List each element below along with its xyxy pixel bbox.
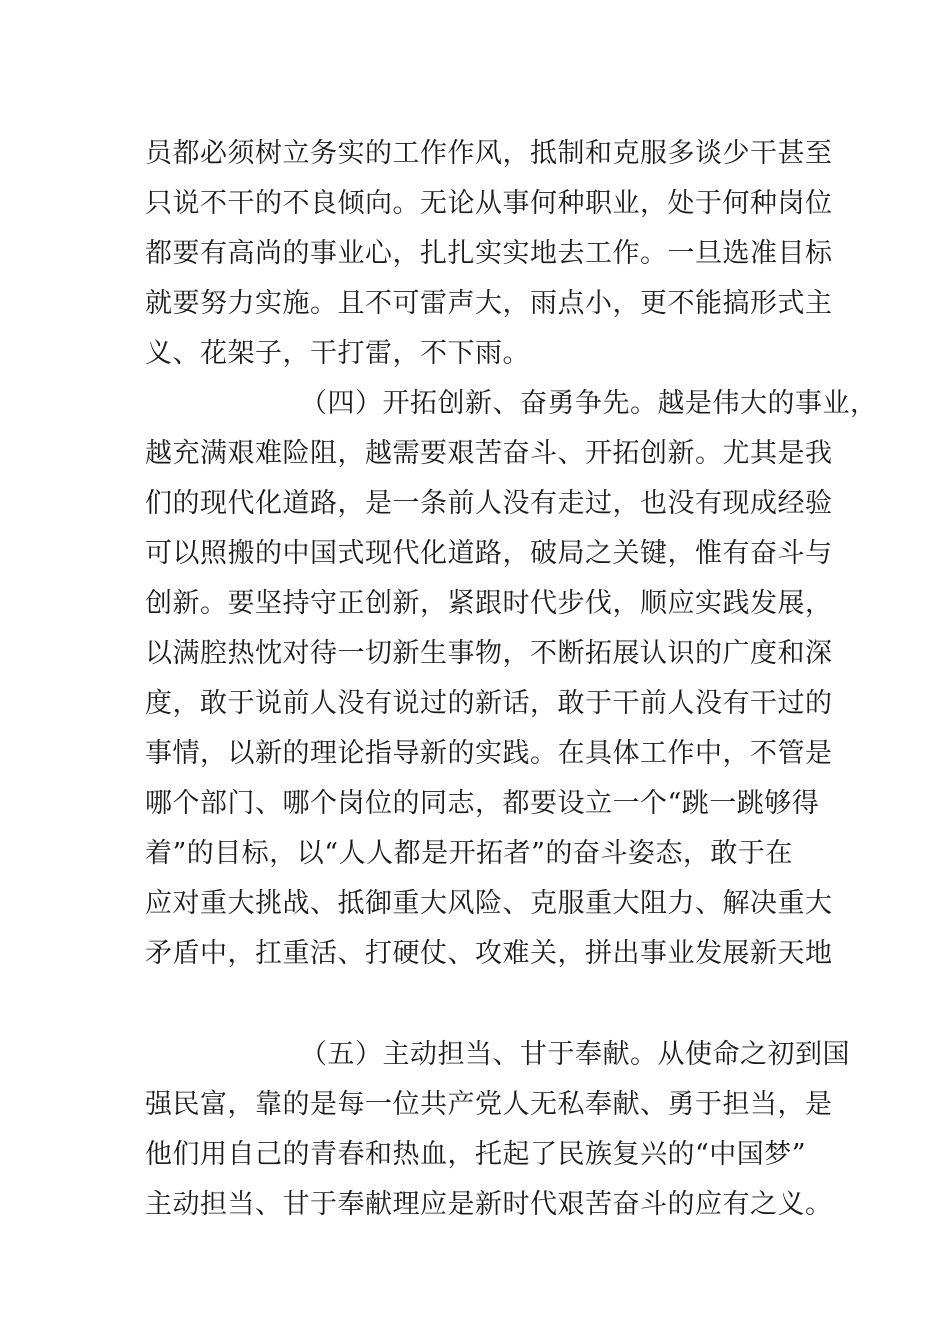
paragraph-line: 们的现代化道路，是一条前人没有走过，也没有现成经验 [145,488,833,519]
paragraph-line: 就要努力实施。且不可雷声大，雨点小，更不能搞形式主 [145,288,833,319]
paragraph-line: 越充满艰难险阻，越需要艰苦奋斗、开拓创新。尤其是我 [145,438,833,469]
paragraph-line: 强民富，靠的是每一位共产党人无私奉献、勇于担当，是 [145,1089,833,1120]
paragraph-line: 矛盾中，扛重活、打硬仗、攻难关，拼出事业发展新天地 [145,938,833,969]
paragraph-line: 只说不干的不良倾向。无论从事何种职业，处于何种岗位 [145,188,833,219]
paragraph-line: 义、花架子，干打雷，不下雨。 [145,338,530,369]
paragraph-line: 以满腔热忱对待一切新生事物，不断拓展认识的广度和深 [145,638,833,669]
paragraph-line: 主动担当、甘于奉献理应是新时代艰苦奋斗的应有之义。 [145,1189,833,1220]
paragraph-line: 度，敢于说前人没有说过的新话，敢于干前人没有干过的 [145,688,833,719]
paragraph-line: 都要有高尚的事业心，扎扎实实地去工作。一旦选准目标 [145,238,833,269]
section-heading-four: （四）开拓创新、奋勇争先。越是伟大的事业， [300,388,878,419]
paragraph-line: 可以照搬的中国式现代化道路，破局之关键，惟有奋斗与 [145,538,833,569]
paragraph-line: 他们用自己的青春和热血，托起了民族复兴的“中国梦” [145,1139,807,1170]
paragraph-line: 应对重大挑战、抵御重大风险、克服重大阻力、解决重大 [145,888,833,919]
paragraph-line: 员都必须树立务实的工作作风，抵制和克服多谈少干甚至 [145,138,833,169]
paragraph-line: 事情，以新的理论指导新的实践。在具体工作中，不管是 [145,738,833,769]
paragraph-line: 创新。要坚持守正创新，紧跟时代步伐，顺应实践发展， [145,588,833,619]
paragraph-line: 哪个部门、哪个岗位的同志，都要设立一个“跳一跳够得 [145,788,820,819]
section-heading-five: （五）主动担当、甘于奉献。从使命之初到国 [300,1039,850,1070]
paragraph-line: 着”的目标，以“人人都是开拓者”的奋斗姿态，敢于在 [145,838,793,869]
